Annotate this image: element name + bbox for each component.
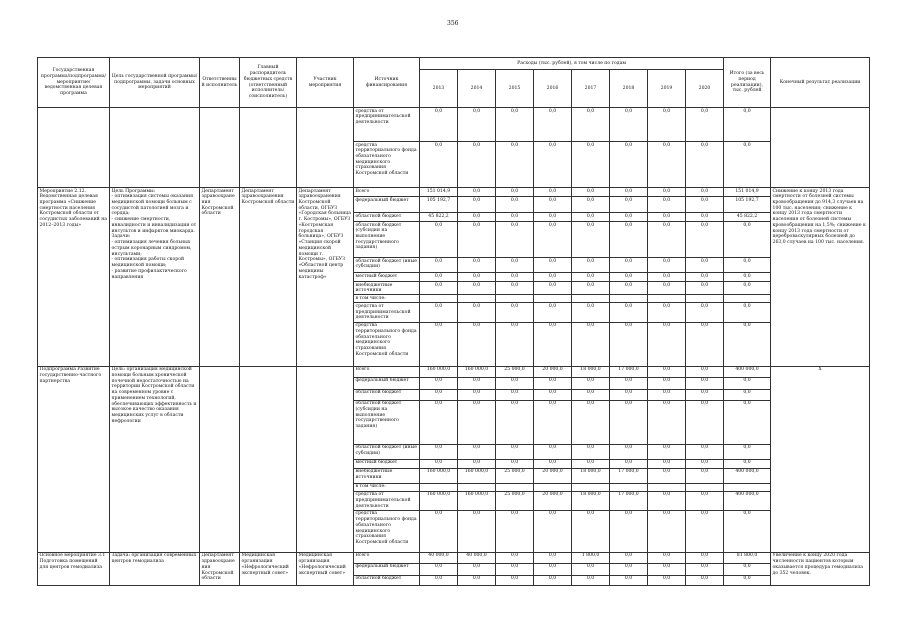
header-year: 2017 bbox=[572, 70, 610, 108]
value-cell: 0,0 bbox=[534, 510, 572, 552]
value-cell: 0,0 bbox=[648, 444, 686, 459]
value-cell: 0,0 bbox=[458, 563, 496, 575]
total-cell: 81 800,0 bbox=[724, 552, 771, 563]
table-body bbox=[38, 108, 870, 586]
header-year: 2014 bbox=[458, 70, 496, 108]
value-cell: 0,0 bbox=[610, 258, 648, 273]
block-program-cell bbox=[38, 108, 110, 188]
value-cell: 0,0 bbox=[496, 197, 534, 213]
value-cell: 40 000,0 bbox=[458, 552, 496, 563]
budget-table bbox=[37, 57, 870, 586]
header-year: 2018 bbox=[610, 70, 648, 108]
header-responsible: Ответственный исполнитель bbox=[200, 58, 240, 108]
total-cell: 0,0 bbox=[724, 273, 771, 282]
value-cell bbox=[458, 483, 496, 491]
value-cell: 0,0 bbox=[496, 188, 534, 197]
value-cell bbox=[496, 483, 534, 491]
value-cell: 0,0 bbox=[534, 258, 572, 273]
value-cell: 0,0 bbox=[534, 222, 572, 258]
value-cell: 0,0 bbox=[686, 108, 724, 142]
value-cell bbox=[572, 295, 610, 303]
value-cell: 0,0 bbox=[534, 142, 572, 188]
block-manager-cell: Медицинская организация «Нефрологический экспертный совет» bbox=[240, 552, 297, 585]
block-participant-cell bbox=[297, 108, 354, 188]
total-cell: 0,0 bbox=[724, 400, 771, 444]
value-cell: 0,0 bbox=[496, 213, 534, 222]
source-cell: федеральный бюджет bbox=[354, 197, 420, 213]
total-cell: 400 000,0 bbox=[724, 491, 771, 510]
source-cell: средства территориального фонда обязательного медицинского страхования Костромской области bbox=[354, 510, 420, 552]
value-cell: 160 000,0 bbox=[420, 468, 458, 483]
value-cell: 0,0 bbox=[572, 222, 610, 258]
value-cell: 0,0 bbox=[686, 552, 724, 563]
value-cell: 0,0 bbox=[686, 188, 724, 197]
value-cell: 0,0 bbox=[458, 213, 496, 222]
value-cell: 0,0 bbox=[534, 273, 572, 282]
block-responsible-cell bbox=[200, 366, 240, 552]
value-cell: 0,0 bbox=[648, 510, 686, 552]
source-cell: местный бюджет bbox=[354, 459, 420, 468]
value-cell: 0,0 bbox=[496, 552, 534, 563]
value-cell: 0,0 bbox=[610, 197, 648, 213]
total-cell: 0,0 bbox=[724, 282, 771, 295]
block-program-cell: Подпрограмма Развитие государственно-частного партнерства bbox=[38, 366, 110, 552]
header-manager: Главный распорядитель бюджетных средств (ответственный исполнитель/ соисполнитель) bbox=[240, 58, 297, 108]
value-cell: 20 000,0 bbox=[534, 468, 572, 483]
value-cell: 0,0 bbox=[686, 459, 724, 468]
block-manager-cell bbox=[240, 108, 297, 188]
total-cell: 0,0 bbox=[724, 444, 771, 459]
total-cell: 0,0 bbox=[724, 303, 771, 322]
value-cell: 0,0 bbox=[610, 188, 648, 197]
table-row bbox=[38, 552, 870, 563]
total-cell: 0,0 bbox=[724, 377, 771, 389]
value-cell: 0,0 bbox=[648, 366, 686, 377]
value-cell bbox=[648, 483, 686, 491]
total-cell: 0,0 bbox=[724, 459, 771, 468]
value-cell: 0,0 bbox=[572, 108, 610, 142]
source-cell: федеральный бюджет bbox=[354, 563, 420, 575]
value-cell: 0,0 bbox=[534, 188, 572, 197]
value-cell: 0,0 bbox=[572, 273, 610, 282]
value-cell: 0,0 bbox=[686, 468, 724, 483]
value-cell: 0,0 bbox=[648, 142, 686, 188]
block-result-cell bbox=[771, 108, 870, 188]
value-cell: 0,0 bbox=[572, 377, 610, 389]
value-cell: 0,0 bbox=[420, 510, 458, 552]
value-cell: 0,0 bbox=[420, 389, 458, 400]
value-cell: 0,0 bbox=[648, 468, 686, 483]
value-cell: 0,0 bbox=[610, 303, 648, 322]
block-result-cell: Снижение к концу 2013 года смертности от болезней системы кровообращения до 914,3 случаев на 100 тыс. населения; снижение к концу 2013 года смертности населения от болезней системы кровообращения на 1,5%; снижение к концу 2013 года смертности от цереброваскулярных болезней до 263,0 случаев на 100 тыс. населения. bbox=[771, 188, 870, 367]
value-cell: 0,0 bbox=[648, 389, 686, 400]
value-cell: 0,0 bbox=[686, 444, 724, 459]
total-cell: 0,0 bbox=[724, 563, 771, 575]
source-cell: областной бюджет bbox=[354, 575, 420, 585]
value-cell: 0,0 bbox=[648, 303, 686, 322]
source-cell: внебюджетные источники bbox=[354, 282, 420, 295]
value-cell: 20 000,0 bbox=[534, 491, 572, 510]
total-cell: 0,0 bbox=[724, 322, 771, 366]
value-cell: 0,0 bbox=[420, 400, 458, 444]
value-cell: 0,0 bbox=[496, 258, 534, 273]
value-cell: 0,0 bbox=[420, 575, 458, 585]
value-cell bbox=[534, 295, 572, 303]
value-cell: 0,0 bbox=[496, 459, 534, 468]
value-cell: 0,0 bbox=[610, 552, 648, 563]
value-cell: 0,0 bbox=[458, 575, 496, 585]
value-cell: 0,0 bbox=[496, 108, 534, 142]
value-cell: 0,0 bbox=[534, 322, 572, 366]
block-goals-cell: Задача: организация современных центров гемодиализа bbox=[110, 552, 200, 585]
source-cell: средства от предпринимательской деятельности bbox=[354, 303, 420, 322]
value-cell: 0,0 bbox=[458, 142, 496, 188]
value-cell: 160 000,0 bbox=[458, 491, 496, 510]
table-row bbox=[38, 188, 870, 197]
value-cell: 0,0 bbox=[458, 444, 496, 459]
total-cell: 0,0 bbox=[724, 142, 771, 188]
value-cell: 0,0 bbox=[572, 563, 610, 575]
source-cell: местный бюджет bbox=[354, 273, 420, 282]
value-cell: 0,0 bbox=[610, 222, 648, 258]
value-cell bbox=[610, 483, 648, 491]
value-cell: 1 800,0 bbox=[572, 552, 610, 563]
block-goals-cell: Цель Программы: - оптимизация системы оказания медицинской помощи больным с сосудистой патологией мозга и сердца; - снижение смертности, инвалидности и инвалидизации от инсультов и инфарктов миокарда. Задачи: - оптимизация лечения больных острым коронарным синдромом, инсультами; - оптимизация работы скорой медицинской помощи; - развитие профилактического направления bbox=[110, 188, 200, 367]
value-cell: 0,0 bbox=[534, 552, 572, 563]
value-cell: 17 000,0 bbox=[610, 366, 648, 377]
source-cell: областной бюджет (субсидии на выполнение государственного задания) bbox=[354, 400, 420, 444]
block-goals-cell bbox=[110, 108, 200, 188]
value-cell: 0,0 bbox=[572, 459, 610, 468]
value-cell bbox=[648, 295, 686, 303]
source-cell: средства от предпринимательской деятельности bbox=[354, 108, 420, 142]
value-cell bbox=[458, 295, 496, 303]
total-cell: 0,0 bbox=[724, 575, 771, 585]
value-cell: 0,0 bbox=[420, 444, 458, 459]
value-cell bbox=[572, 483, 610, 491]
value-cell: 18 000,0 bbox=[572, 366, 610, 377]
value-cell: 0,0 bbox=[534, 563, 572, 575]
value-cell: 0,0 bbox=[572, 282, 610, 295]
value-cell: 0,0 bbox=[610, 322, 648, 366]
value-cell: 0,0 bbox=[648, 552, 686, 563]
value-cell: 25 000,0 bbox=[496, 366, 534, 377]
value-cell: 0,0 bbox=[496, 222, 534, 258]
source-cell: Всего bbox=[354, 366, 420, 377]
value-cell: 18 000,0 bbox=[572, 468, 610, 483]
value-cell: 0,0 bbox=[610, 273, 648, 282]
value-cell bbox=[686, 295, 724, 303]
value-cell: 0,0 bbox=[610, 459, 648, 468]
value-cell: 0,0 bbox=[610, 400, 648, 444]
value-cell: 0,0 bbox=[458, 258, 496, 273]
value-cell: 0,0 bbox=[496, 510, 534, 552]
value-cell: 160 000,0 bbox=[420, 366, 458, 377]
source-cell: в том числе: bbox=[354, 295, 420, 303]
value-cell: 0,0 bbox=[686, 377, 724, 389]
value-cell: 0,0 bbox=[572, 258, 610, 273]
value-cell: 0,0 bbox=[648, 575, 686, 585]
value-cell: 0,0 bbox=[496, 303, 534, 322]
value-cell: 151 014,9 bbox=[420, 188, 458, 197]
value-cell: 0,0 bbox=[686, 400, 724, 444]
value-cell: 0,0 bbox=[610, 213, 648, 222]
value-cell: 0,0 bbox=[458, 188, 496, 197]
value-cell: 0,0 bbox=[458, 303, 496, 322]
value-cell: 0,0 bbox=[648, 282, 686, 295]
value-cell: 0,0 bbox=[534, 400, 572, 444]
value-cell: 0,0 bbox=[648, 322, 686, 366]
value-cell bbox=[420, 483, 458, 491]
value-cell: 0,0 bbox=[420, 322, 458, 366]
value-cell: 0,0 bbox=[610, 563, 648, 575]
source-cell: Всего bbox=[354, 188, 420, 197]
value-cell: 0,0 bbox=[458, 400, 496, 444]
value-cell: 0,0 bbox=[648, 197, 686, 213]
source-cell: средства территориального фонда обязательного медицинского страхования Костромской области bbox=[354, 142, 420, 188]
value-cell: 160 000,0 bbox=[458, 468, 496, 483]
value-cell: 0,0 bbox=[572, 575, 610, 585]
value-cell: 0,0 bbox=[496, 444, 534, 459]
value-cell: 0,0 bbox=[686, 282, 724, 295]
total-cell bbox=[724, 483, 771, 491]
value-cell: 0,0 bbox=[420, 282, 458, 295]
value-cell: 0,0 bbox=[686, 575, 724, 585]
value-cell: 0,0 bbox=[686, 273, 724, 282]
value-cell: 0,0 bbox=[420, 563, 458, 575]
value-cell: 0,0 bbox=[686, 366, 724, 377]
total-cell: 105 192,7 bbox=[724, 197, 771, 213]
value-cell: 0,0 bbox=[648, 563, 686, 575]
total-cell: 400 000,0 bbox=[724, 468, 771, 483]
value-cell: 0,0 bbox=[458, 322, 496, 366]
value-cell: 0,0 bbox=[610, 575, 648, 585]
value-cell: 0,0 bbox=[648, 377, 686, 389]
header-participant: Участник мероприятия bbox=[297, 58, 354, 108]
value-cell: 40 000,0 bbox=[420, 552, 458, 563]
total-cell: 400 000,0 bbox=[724, 366, 771, 377]
value-cell: 0,0 bbox=[610, 282, 648, 295]
source-cell: внебюджетные источники bbox=[354, 468, 420, 483]
value-cell: 0,0 bbox=[686, 491, 724, 510]
value-cell bbox=[610, 295, 648, 303]
value-cell: 0,0 bbox=[420, 303, 458, 322]
value-cell: 0,0 bbox=[496, 322, 534, 366]
value-cell: 0,0 bbox=[610, 377, 648, 389]
value-cell: 0,0 bbox=[496, 142, 534, 188]
value-cell: 0,0 bbox=[610, 142, 648, 188]
source-cell: средства территориального фонда обязательного медицинского страхования Костромской области bbox=[354, 322, 420, 366]
source-cell: средства от предпринимательской деятельности bbox=[354, 491, 420, 510]
header-goals: Цель государственной программы/подпрограммы, задачи основных мероприятий bbox=[110, 58, 200, 108]
header-year: 2015 bbox=[496, 70, 534, 108]
value-cell bbox=[420, 295, 458, 303]
block-responsible-cell: Департамент здравоохранения Костромской области bbox=[200, 188, 240, 367]
value-cell: 0,0 bbox=[534, 213, 572, 222]
value-cell: 0,0 bbox=[686, 222, 724, 258]
header-year: 2020 bbox=[686, 70, 724, 108]
total-cell bbox=[724, 295, 771, 303]
value-cell: 0,0 bbox=[458, 197, 496, 213]
value-cell: 0,0 bbox=[686, 142, 724, 188]
value-cell: 0,0 bbox=[610, 510, 648, 552]
value-cell: 0,0 bbox=[572, 444, 610, 459]
value-cell: 0,0 bbox=[648, 273, 686, 282]
source-cell: Всего bbox=[354, 552, 420, 563]
source-cell: областной бюджет (иные субсидии) bbox=[354, 444, 420, 459]
value-cell: 0,0 bbox=[572, 142, 610, 188]
value-cell: 0,0 bbox=[458, 222, 496, 258]
value-cell: 160 000,0 bbox=[420, 491, 458, 510]
value-cell: 0,0 bbox=[534, 197, 572, 213]
value-cell: 0,0 bbox=[686, 563, 724, 575]
block-manager-cell: Департамент здравоохранения Костромской области bbox=[240, 188, 297, 367]
value-cell: 0,0 bbox=[458, 510, 496, 552]
value-cell: 25 000,0 bbox=[496, 468, 534, 483]
value-cell: 0,0 bbox=[648, 188, 686, 197]
value-cell: 160 000,0 bbox=[458, 366, 496, 377]
header-total: Итого (за весь период реализации), тыс. рублей bbox=[724, 58, 771, 108]
value-cell: 18 000,0 bbox=[572, 491, 610, 510]
value-cell: 0,0 bbox=[610, 108, 648, 142]
value-cell: 0,0 bbox=[648, 213, 686, 222]
value-cell: 0,0 bbox=[686, 258, 724, 273]
block-program-cell: Основное мероприятие 3.1 Подготовка помещений для центров гемодиализа bbox=[38, 552, 110, 585]
value-cell: 0,0 bbox=[572, 389, 610, 400]
value-cell: 0,0 bbox=[420, 459, 458, 468]
value-cell: 0,0 bbox=[648, 108, 686, 142]
value-cell: 0,0 bbox=[458, 108, 496, 142]
value-cell: 105 192,7 bbox=[420, 197, 458, 213]
value-cell: 0,0 bbox=[420, 258, 458, 273]
value-cell: 0,0 bbox=[458, 377, 496, 389]
value-cell: 0,0 bbox=[648, 400, 686, 444]
value-cell: 0,0 bbox=[610, 444, 648, 459]
value-cell: 0,0 bbox=[572, 510, 610, 552]
total-cell: 0,0 bbox=[724, 510, 771, 552]
value-cell: 45 822,2 bbox=[420, 213, 458, 222]
block-result-cell: Увеличение к концу 2020 года численности пациентов которым оказывается процедура гемодиализа до 352 человек. bbox=[771, 552, 870, 585]
block-program-cell: Мероприятие 2.12. Ведомственная целевая программа «Снижение смертности населения Костромской области от сосудистых заболеваний на 2012–2013 годы» bbox=[38, 188, 110, 367]
value-cell: 17 000,0 bbox=[610, 491, 648, 510]
total-cell: 45 822,2 bbox=[724, 213, 771, 222]
value-cell: 17 000,0 bbox=[610, 468, 648, 483]
value-cell: 0,0 bbox=[534, 389, 572, 400]
value-cell: 0,0 bbox=[572, 303, 610, 322]
value-cell: 0,0 bbox=[496, 563, 534, 575]
value-cell: 0,0 bbox=[534, 303, 572, 322]
header-year: 2016 bbox=[534, 70, 572, 108]
value-cell: 0,0 bbox=[648, 258, 686, 273]
value-cell: 0,0 bbox=[572, 322, 610, 366]
value-cell: 0,0 bbox=[420, 142, 458, 188]
value-cell: 0,0 bbox=[496, 389, 534, 400]
table-row bbox=[38, 108, 870, 142]
value-cell: 0,0 bbox=[686, 303, 724, 322]
value-cell: 0,0 bbox=[496, 273, 534, 282]
value-cell: 0,0 bbox=[686, 197, 724, 213]
total-cell: 0,0 bbox=[724, 222, 771, 258]
source-cell: областной бюджет (иные субсидии) bbox=[354, 258, 420, 273]
value-cell: 0,0 bbox=[534, 444, 572, 459]
value-cell bbox=[496, 295, 534, 303]
source-cell: в том числе: bbox=[354, 483, 420, 491]
block-participant-cell bbox=[297, 366, 354, 552]
value-cell: 0,0 bbox=[648, 491, 686, 510]
value-cell: 0,0 bbox=[572, 188, 610, 197]
value-cell bbox=[534, 483, 572, 491]
source-cell: федеральный бюджет bbox=[354, 377, 420, 389]
value-cell: 0,0 bbox=[686, 213, 724, 222]
value-cell: 0,0 bbox=[420, 377, 458, 389]
block-responsible-cell: Департамент здравоохранения Костромской области bbox=[200, 552, 240, 585]
value-cell: 0,0 bbox=[420, 222, 458, 258]
value-cell: 20 000,0 bbox=[534, 366, 572, 377]
value-cell: 0,0 bbox=[420, 273, 458, 282]
value-cell: 0,0 bbox=[648, 222, 686, 258]
value-cell: 0,0 bbox=[534, 108, 572, 142]
value-cell: 0,0 bbox=[572, 213, 610, 222]
header-program: Государственная программа/подпрограмма/ мероприятие/ ведомственная целевая программа bbox=[38, 58, 110, 108]
value-cell: 0,0 bbox=[686, 389, 724, 400]
value-cell: 0,0 bbox=[572, 400, 610, 444]
value-cell: 0,0 bbox=[458, 273, 496, 282]
block-participant-cell: Медицинская организация «Нефрологический экспертный совет» bbox=[297, 552, 354, 585]
value-cell: 0,0 bbox=[458, 282, 496, 295]
header-year: 2019 bbox=[648, 70, 686, 108]
block-responsible-cell bbox=[200, 108, 240, 188]
value-cell: 0,0 bbox=[686, 322, 724, 366]
block-participant-cell: Департамент здравоохранения Костромской области, ОГБУЗ «Городская больница г. Костромы», ОГБУЗ «Костромская городская больница», ОГБУЗ «Станция скорой медицинской помощи г. Костромы», ОГБУЗ «Областной центр медицины катастроф» bbox=[297, 188, 354, 367]
block-manager-cell bbox=[240, 366, 297, 552]
header-expenses: Расходы (тыс. рублей), в том числе по годам bbox=[420, 58, 724, 70]
source-cell: областной бюджет (субсидии на выполнение государственного задания) bbox=[354, 222, 420, 258]
value-cell: 0,0 bbox=[496, 282, 534, 295]
header-year: 2013 bbox=[420, 70, 458, 108]
value-cell bbox=[686, 483, 724, 491]
value-cell: 0,0 bbox=[496, 377, 534, 389]
header-result: Конечный результат реализации bbox=[771, 58, 870, 108]
table-row bbox=[38, 366, 870, 377]
source-cell: областной бюджет bbox=[354, 389, 420, 400]
header-source: Источник финансирования bbox=[354, 58, 420, 108]
value-cell: 0,0 bbox=[534, 377, 572, 389]
value-cell: 0,0 bbox=[420, 108, 458, 142]
value-cell: 0,0 bbox=[496, 575, 534, 585]
block-result-cell: X bbox=[771, 366, 870, 552]
value-cell: 0,0 bbox=[534, 459, 572, 468]
value-cell: 25 000,0 bbox=[496, 491, 534, 510]
source-cell: областной бюджет bbox=[354, 213, 420, 222]
value-cell: 0,0 bbox=[572, 197, 610, 213]
value-cell: 0,0 bbox=[458, 389, 496, 400]
total-cell: 0,0 bbox=[724, 108, 771, 142]
value-cell: 0,0 bbox=[458, 459, 496, 468]
page-number: 356 bbox=[447, 20, 459, 27]
value-cell: 0,0 bbox=[534, 575, 572, 585]
value-cell: 0,0 bbox=[610, 389, 648, 400]
total-cell: 151 014,9 bbox=[724, 188, 771, 197]
value-cell: 0,0 bbox=[496, 400, 534, 444]
value-cell: 0,0 bbox=[686, 510, 724, 552]
value-cell: 0,0 bbox=[648, 459, 686, 468]
block-goals-cell: Цель: организация медицинской помощи больным хронической почечной недостаточностью на территории Костромской области на современном уровне с применением технологий, обеспечивающих эффективность и высокое качество оказания медицинских услуг в области нефрологии bbox=[110, 366, 200, 552]
value-cell: 0,0 bbox=[534, 282, 572, 295]
total-cell: 0,0 bbox=[724, 258, 771, 273]
total-cell: 0,0 bbox=[724, 389, 771, 400]
